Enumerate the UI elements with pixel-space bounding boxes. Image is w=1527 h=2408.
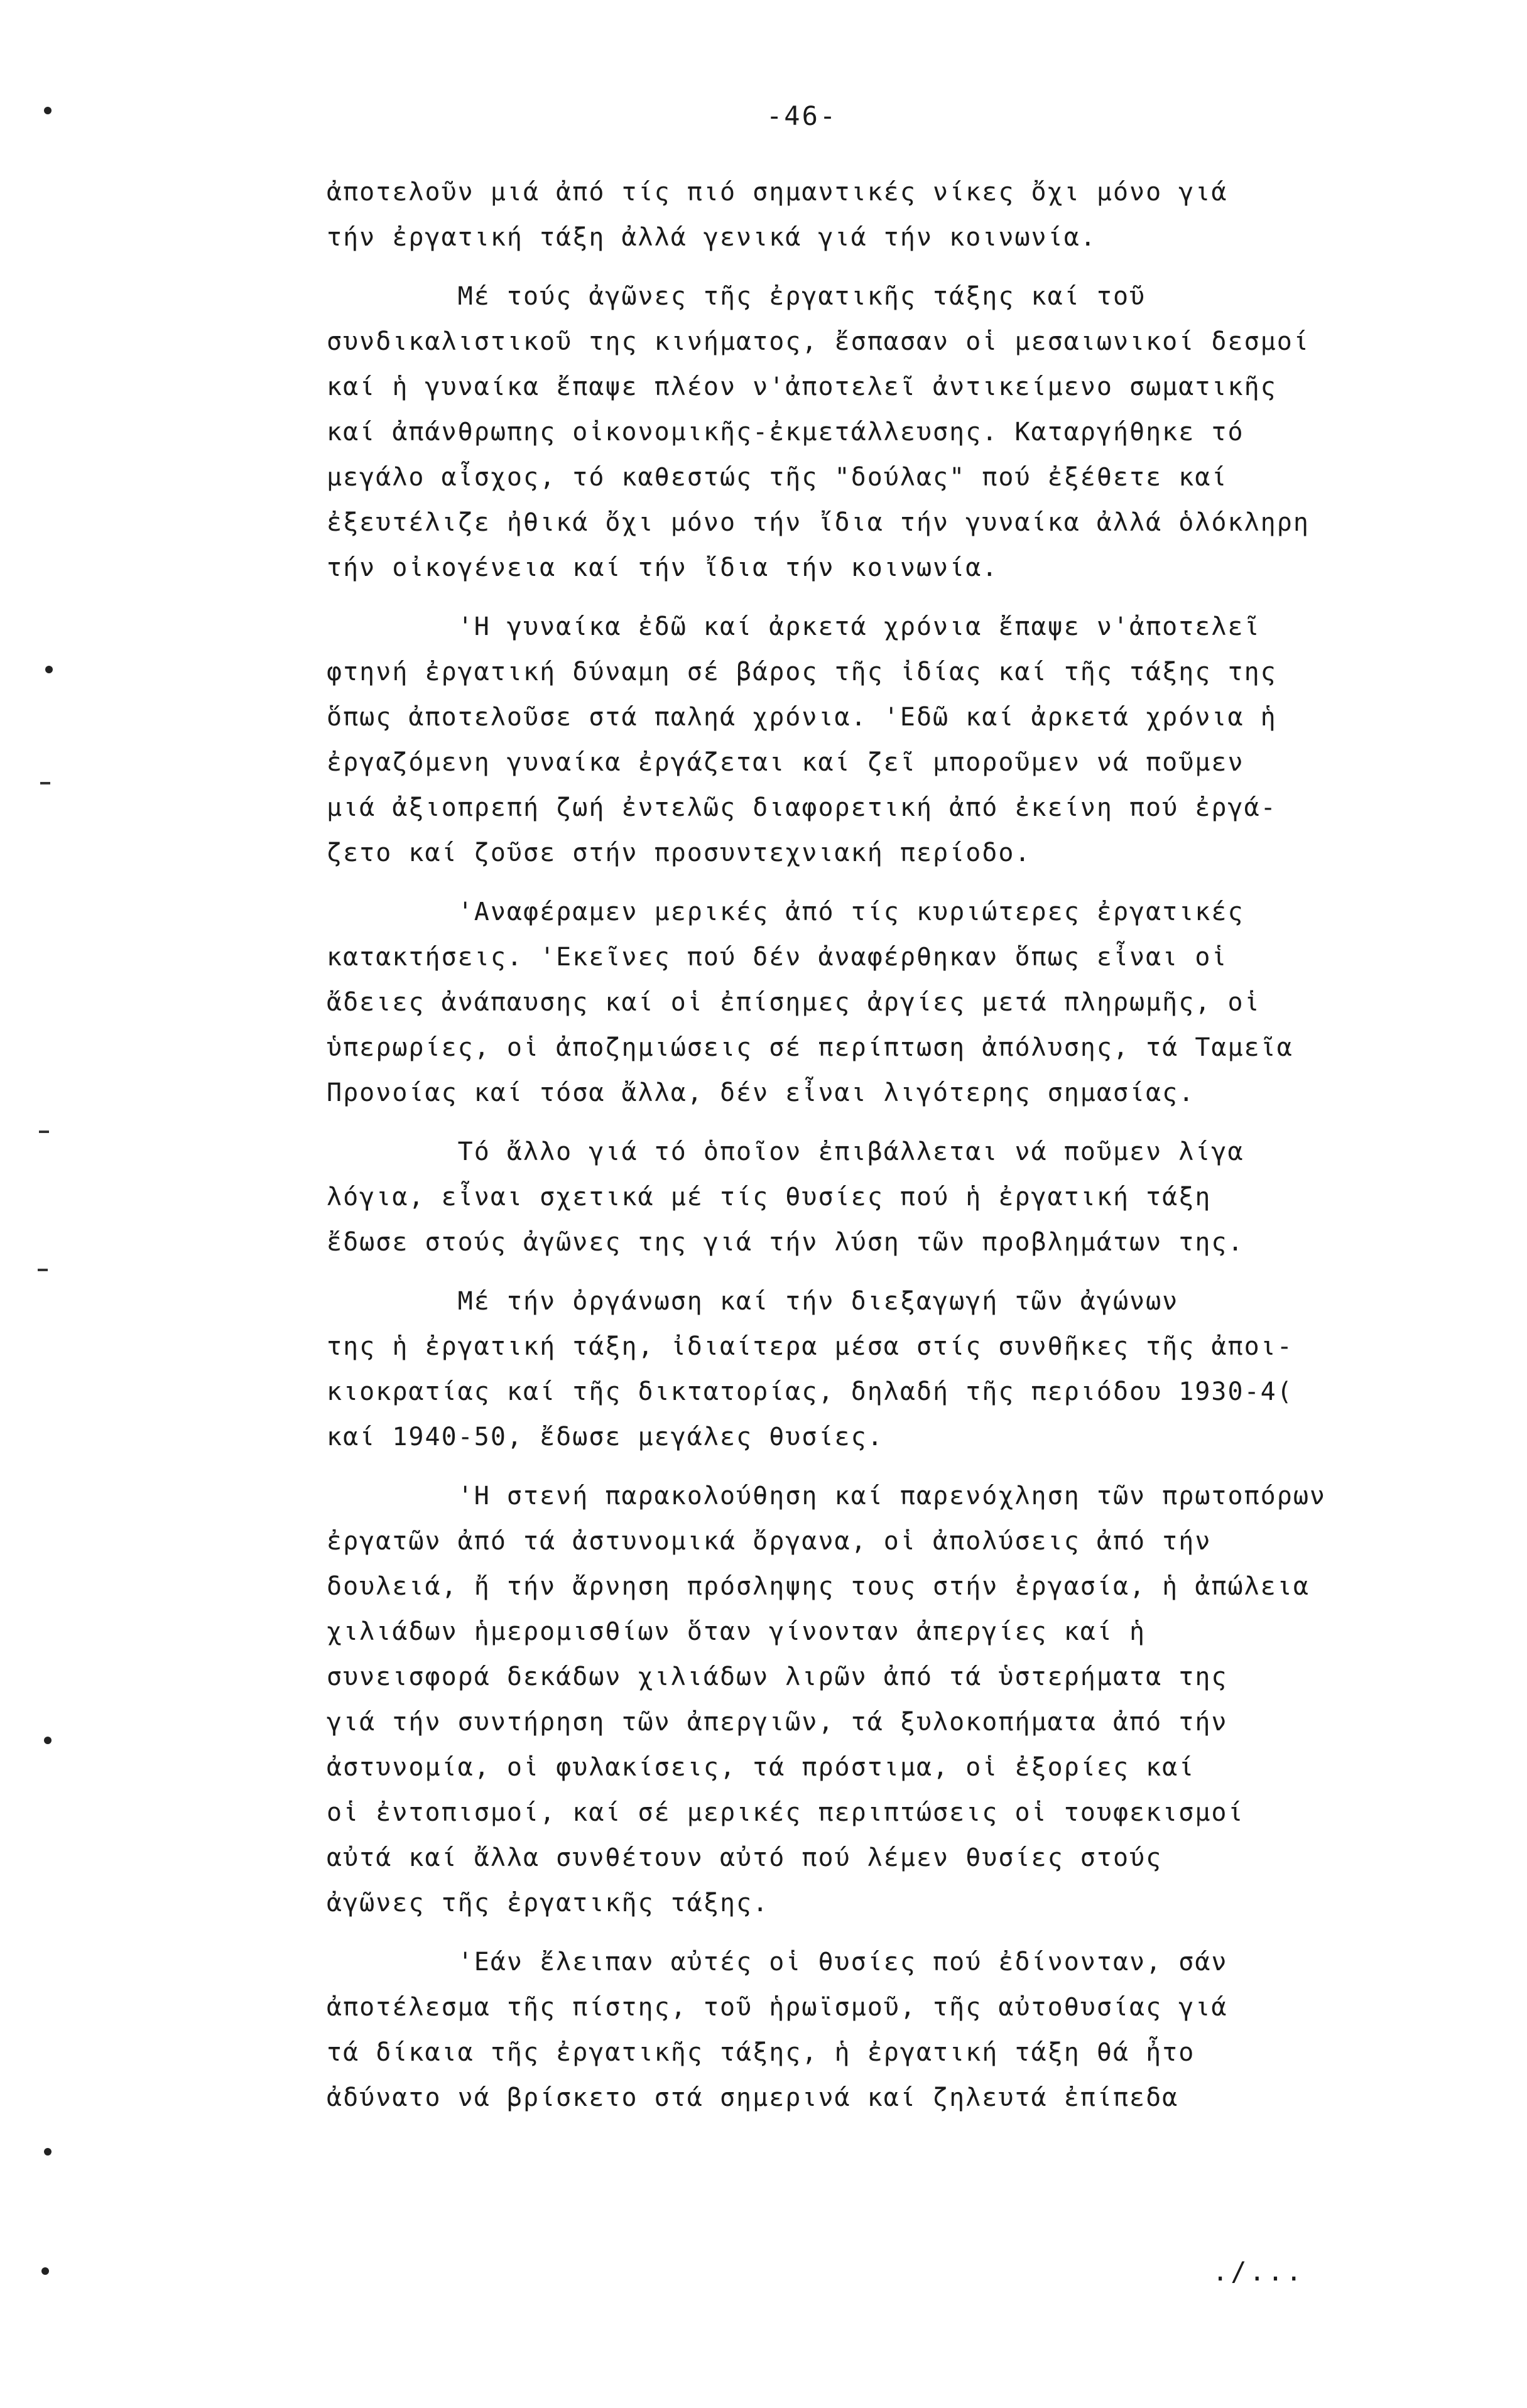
text-line: φτηνή ἐργατική δύναμη σέ βάρος τῆς ἰδίας καί τῆς τάξης της <box>327 658 1277 686</box>
text-line: τήν οἰκογένεια καί τήν ἴδια τήν κοινωνία. <box>327 553 999 582</box>
paragraph <box>327 1279 1482 1460</box>
text-line: της ἡ ἐργατική τάξη, ἰδιαίτερα μέσα στίς συνθῆκες τῆς ἀποι- <box>327 1332 1293 1361</box>
margin-mark <box>44 107 52 114</box>
text-line: τήν ἐργατική τάξη ἀλλά γενικά γιά τήν κοινωνία. <box>327 223 1097 252</box>
paragraph-gap <box>327 1115 1482 1129</box>
text-line: Μέ τήν ὀργάνωση καί τήν διεξαγωγή τῶν ἀγώνων <box>327 1287 1179 1316</box>
paragraph-gap <box>327 260 1482 274</box>
text-line: λόγια, εἶναι σχετικά μέ τίς θυσίες πού ἡ ἐργατική τάξη <box>327 1183 1212 1212</box>
paragraph-gap <box>327 1265 1482 1279</box>
text-line: δουλειά, ἤ τήν ἄρνηση πρόσληψης τους στήν ἐργασία, ἡ ἀπώλεια <box>327 1572 1310 1601</box>
margin-dash <box>38 1269 48 1271</box>
paragraph-gap <box>327 876 1482 889</box>
paragraph <box>327 889 1482 1115</box>
text-line: μιά ἀξιοπρεπή ζωή ἐντελῶς διαφορετική ἀπό ἐκείνη πού ἐργά- <box>327 793 1277 822</box>
margin-mark <box>44 2148 52 2156</box>
text-line: ἀστυνομία, οἱ φυλακίσεις, τά πρόστιμα, οἱ ἐξορίες καί <box>327 1753 1195 1782</box>
text-line: ζετο καί ζοῦσε στήν προσυντεχνιακή περίοδο. <box>327 838 1031 867</box>
text-line: ἀδύνατο νά βρίσκετο στά σημερινά καί ζηλευτά ἐπίπεδα <box>327 2083 1179 2112</box>
paragraph <box>327 1939 1482 2120</box>
margin-dash <box>40 782 50 784</box>
text-line: ἐργατῶν ἀπό τά ἀστυνομικά ὄργανα, οἱ ἀπολύσεις ἀπό τήν <box>327 1527 1212 1556</box>
paragraph <box>327 604 1482 876</box>
text-line: χιλιάδων ἡμερομισθίων ὅταν γίνονταν ἀπεργίες καί ἡ <box>327 1617 1146 1646</box>
text-line: καί ἀπάνθρωπης οἰκονομικῆς-ἐκμετάλλευσης. Καταργήθηκε τό <box>327 418 1244 447</box>
text-line: κατακτήσεις. 'Εκεῖνες πού δέν ἀναφέρθηκαν ὅπως εἶναι οἱ <box>327 943 1228 972</box>
text-line: Μέ τούς ἀγῶνες τῆς ἐργατικῆς τάξης καί τοῦ <box>327 282 1146 311</box>
body-text <box>327 170 1482 2120</box>
paragraph <box>327 1473 1482 1926</box>
margin-mark <box>41 2267 49 2275</box>
text-line: Τό ἄλλο γιά τό ὁποῖον ἐπιβάλλεται νά ποῦμεν λίγα <box>327 1137 1244 1166</box>
text-line: ὑπερωρίες, οἱ ἀποζημιώσεις σέ περίπτωση ἀπόλυσης, τά Ταμεῖα <box>327 1033 1293 1062</box>
continuation-mark: ./... <box>1212 2256 1305 2287</box>
text-line: ἀποτέλεσμα τῆς πίστης, τοῦ ἡρωϊσμοῦ, τῆς αὐτοθυσίας γιά <box>327 1993 1228 2022</box>
text-line: 'Αναφέραμεν μερικές ἀπό τίς κυριώτερες ἐργατικές <box>327 898 1244 926</box>
text-line: κιοκρατίας καί τῆς δικτατορίας, δηλαδή τῆς περιόδου 1930-4( <box>327 1377 1293 1406</box>
text-line: 'Εάν ἔλειπαν αὐτές οἱ θυσίες πού ἐδίνονταν, σάν <box>327 1948 1228 1977</box>
text-line: ἐξευτέλιζε ἠθικά ὄχι μόνο τήν ἴδια τήν γυναίκα ἀλλά ὁλόκληρη <box>327 508 1310 537</box>
margin-mark <box>45 666 53 673</box>
text-line: μεγάλο αἶσχος, τό καθεστώς τῆς "δούλας" πού ἐξέθετε καί <box>327 463 1228 492</box>
margin-dash <box>39 1131 49 1133</box>
paragraph <box>327 170 1482 260</box>
paragraph-gap <box>327 590 1482 604</box>
text-line: ὅπως ἀποτελοῦσε στά παληά χρόνια. 'Εδῶ καί ἀρκετά χρόνια ἡ <box>327 703 1277 732</box>
text-line: συνεισφορά δεκάδων χιλιάδων λιρῶν ἀπό τά ὑστερήματα της <box>327 1662 1228 1691</box>
text-line: 'Η στενή παρακολούθηση καί παρενόχληση τῶν πρωτοπόρων <box>327 1482 1327 1510</box>
text-line: ἄδειες ἀνάπαυσης καί οἱ ἐπίσημες ἀργίες μετά πληρωμῆς, οἱ <box>327 988 1261 1017</box>
margin-mark <box>44 1737 52 1744</box>
paragraph-gap <box>327 1460 1482 1473</box>
text-line: τά δίκαια τῆς ἐργατικῆς τάξης, ἡ ἐργατική τάξη θά ἦτο <box>327 2038 1195 2067</box>
paragraph <box>327 1129 1482 1265</box>
text-line: καί ἡ γυναίκα ἔπαψε πλέον ν'ἀποτελεῖ ἀντικείμενο σωματικῆς <box>327 372 1277 401</box>
text-line: ἐργαζόμενη γυναίκα ἐργάζεται καί ζεῖ μποροῦμεν νά ποῦμεν <box>327 748 1244 777</box>
paragraph-gap <box>327 1926 1482 1939</box>
text-line: Προνοίας καί τόσα ἄλλα, δέν εἶναι λιγότερης σημασίας. <box>327 1078 1195 1107</box>
text-line: αὐτά καί ἄλλα συνθέτουν αὐτό πού λέμεν θυσίες στούς <box>327 1843 1163 1872</box>
text-line: γιά τήν συντήρηση τῶν ἀπεργιῶν, τά ξυλοκοπήματα ἀπό τήν <box>327 1708 1228 1737</box>
text-line: συνδικαλιστικοῦ της κινήματος, ἔσπασαν οἱ μεσαιωνικοί δεσμοί <box>327 327 1310 356</box>
text-line: 'Η γυναίκα ἐδῶ καί ἀρκετά χρόνια ἔπαψε ν'ἀποτελεῖ <box>327 612 1261 641</box>
text-line: ἀγῶνες τῆς ἐργατικῆς τάξης. <box>327 1889 769 1917</box>
text-line: καί 1940-50, ἔδωσε μεγάλες θυσίες. <box>327 1423 884 1451</box>
paragraph <box>327 274 1482 590</box>
text-line: ἀποτελοῦν μιά ἀπό τίς πιό σημαντικές νίκες ὄχι μόνο γιά <box>327 178 1228 207</box>
text-line: οἱ ἐντοπισμοί, καί σέ μερικές περιπτώσεις οἱ τουφεκισμοί <box>327 1798 1244 1827</box>
text-line: ἔδωσε στούς ἀγῶνες της γιά τήν λύση τῶν προβλημάτων της. <box>327 1228 1244 1257</box>
page-number: -46- <box>766 100 838 131</box>
